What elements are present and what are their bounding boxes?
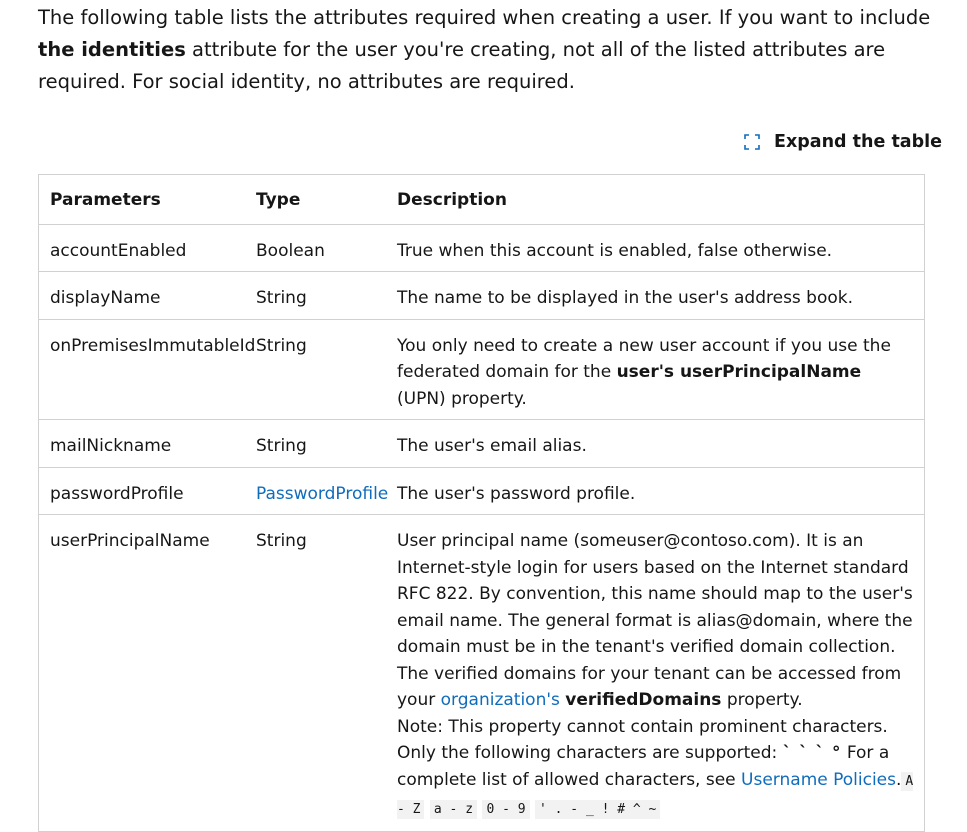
type-cell: Boolean: [256, 224, 397, 272]
description-text: (UPN) property.: [397, 388, 527, 409]
allowed-chars-code: 0 - 9: [482, 800, 529, 819]
username-policies-link[interactable]: Username Policies: [741, 769, 896, 790]
organization-link[interactable]: organization's: [440, 690, 560, 710]
note-text: .: [896, 769, 902, 790]
expand-icon: [744, 134, 760, 150]
param-cell: accountEnabled: [39, 224, 257, 272]
header-description: Description: [397, 175, 925, 225]
table-row: [39, 467, 925, 515]
table-header-row: [39, 175, 925, 225]
note-text: For a complete list of allowed characters, see: [397, 743, 890, 790]
description-cell: The user's password profile.: [397, 467, 925, 515]
param-cell: passwordProfile: [39, 467, 257, 515]
type-cell: String: [256, 515, 397, 832]
supported-characters: ` ` ` °: [782, 743, 842, 763]
note-text: Note: This property cannot contain prominent characters. Only the following characters are supported:: [397, 716, 888, 763]
description-text: You only need to create a new user account if you use the federated domain for the: [397, 335, 891, 382]
description-cell: [397, 515, 925, 832]
type-cell: [256, 467, 397, 515]
intro-text-2: attribute for the user you're creating, not all of the listed attributes are required. For social identity, no attributes are required.: [38, 38, 886, 93]
allowed-chars-code: ' . - _ ! # ^ ~: [535, 800, 660, 819]
param-cell: userPrincipalName: [39, 515, 257, 832]
verified-domains-bold: verifiedDomains: [565, 690, 722, 710]
intro-text-1: The following table lists the attributes required when creating a user. If you want to include: [38, 6, 931, 29]
param-cell: onPremisesImmutableId: [39, 319, 257, 420]
password-profile-link[interactable]: PasswordProfile: [256, 483, 389, 504]
description-cell: True when this account is enabled, false otherwise.: [397, 224, 925, 272]
description-text: property.: [721, 690, 803, 710]
description-cell: [397, 319, 925, 420]
intro-paragraph: [38, 2, 938, 98]
expand-table-button[interactable]: [744, 132, 942, 152]
description-cell: The name to be displayed in the user's address book.: [397, 272, 925, 320]
intro-bold: the identities: [38, 38, 186, 61]
expand-table-label: Expand the table: [774, 132, 943, 152]
allowed-chars-code: a - z: [430, 800, 477, 819]
header-type: Type: [256, 175, 397, 225]
header-parameters: Parameters: [39, 175, 257, 225]
table-row: [39, 272, 925, 320]
type-cell: String: [256, 319, 397, 420]
param-cell: mailNickname: [39, 420, 257, 468]
allowed-chars-code: A - Z: [397, 773, 914, 817]
attributes-table: [38, 174, 925, 832]
type-cell: String: [256, 272, 397, 320]
table-row: [39, 420, 925, 468]
table-row: [39, 224, 925, 272]
type-cell: String: [256, 420, 397, 468]
description-text: User principal name (someuser@contoso.com). It is an Internet-style login for users based on the Internet standard RFC 822. By convention, this name should map to the user's email name. The general format is alias@domain, where the domain must be in the tenant's verified domain collection. The verified domains for your tenant can be accessed from your: [397, 531, 913, 710]
table-row: [39, 515, 925, 832]
description-bold: user's userPrincipalName: [616, 362, 862, 382]
table-row: [39, 319, 925, 420]
description-cell: The user's email alias.: [397, 420, 925, 468]
param-cell: displayName: [39, 272, 257, 320]
